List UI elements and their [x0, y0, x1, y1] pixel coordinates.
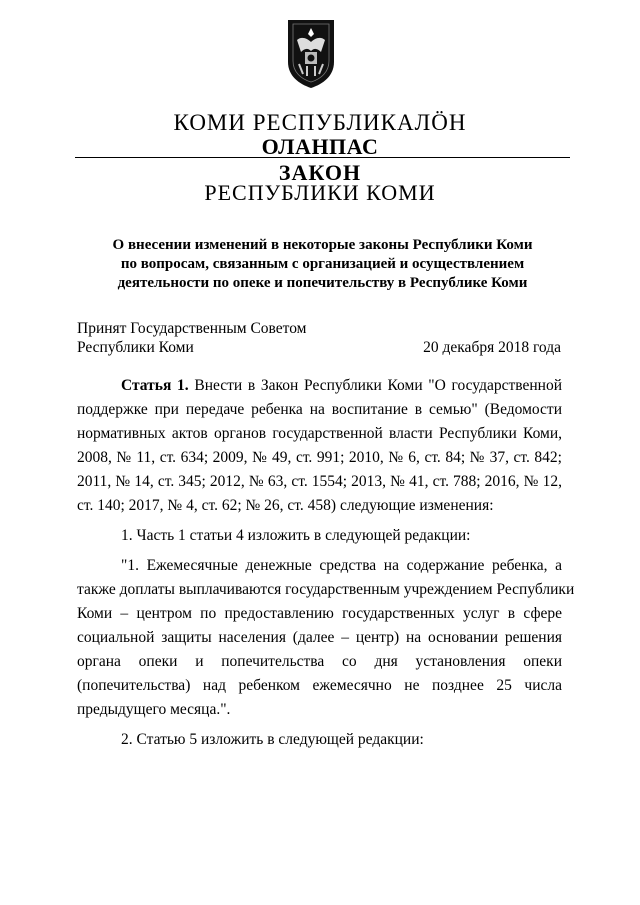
quote-1-line: "1. Ежемесячные денежные средства на содержание ребенка, а [121, 557, 562, 574]
quote-1-line: (попечительства) над ребенком ежемесячно не позднее 25 числа [77, 677, 562, 694]
adoption-line: Принят Государственным Советом [77, 320, 307, 337]
article-1-line: ст. 140; 2017, № 4, ст. 62; № 26, ст. 458) следующие изменения: [77, 497, 494, 514]
law-body [77, 374, 575, 752]
law-subject-title [75, 236, 570, 293]
subject-line: О внесении изменений в некоторые законы Республики Коми [112, 237, 533, 253]
article-1-line: 2011, № 14, ст. 345; 2012, № 63, ст. 1554; 2013, № 41, ст. 788; 2016, № 12, [77, 473, 562, 490]
subject-line: деятельности по опеке и попечительству в Республике Коми [117, 275, 528, 291]
subject-line: по вопросам, связанным с организацией и осуществлением [120, 256, 525, 272]
article-1-first-line [77, 374, 562, 398]
quote-1-line: также доплаты выплачиваются государственным учреждением Республики [77, 581, 575, 598]
adoption-date: 20 декабря 2018 года [423, 339, 561, 356]
article-1-line: поддержке при передаче ребенка на воспитание в семью" (Ведомости [77, 401, 562, 418]
quote-1-line: Коми – центром по предоставлению государственных услуг в сфере [77, 605, 562, 622]
article-1-label: Статья 1. [121, 377, 189, 394]
item-1: 1. Часть 1 статьи 4 изложить в следующей редакции: [121, 527, 471, 544]
header-komi-line: КОМИ РЕСПУБЛИКАЛӦН [173, 110, 467, 135]
quote-1-line: социальной защиты населения (далее – центр) на основании решения [77, 629, 562, 646]
adoption-line: Республики Коми [77, 339, 194, 356]
adoption-statement [77, 319, 307, 357]
item-2: 2. Статью 5 изложить в следующей редакции: [121, 731, 424, 748]
quote-1-line: предыдущего месяца.". [77, 701, 231, 718]
header-zakon: ЗАКОН [278, 160, 362, 185]
article-1-line: 2008, № 11, ст. 634; 2009, № 49, ст. 991; 2010, № 6, ст. 84; № 37, ст. 842; [77, 449, 562, 466]
header-divider [75, 157, 570, 158]
coat-of-arms-emblem [285, 18, 337, 90]
article-1-line: нормативных актов органов государственной власти Республики Коми, [77, 425, 562, 442]
header-republic: РЕСПУБЛИКИ КОМИ [204, 180, 436, 205]
quote-1-line: органа опеки и попечительства со дня установления опеки [77, 653, 562, 670]
article-1-text: Внести в Закон Республики Коми "О государственной [194, 377, 562, 394]
header-olanpas: ОЛАНПАС [261, 134, 379, 159]
